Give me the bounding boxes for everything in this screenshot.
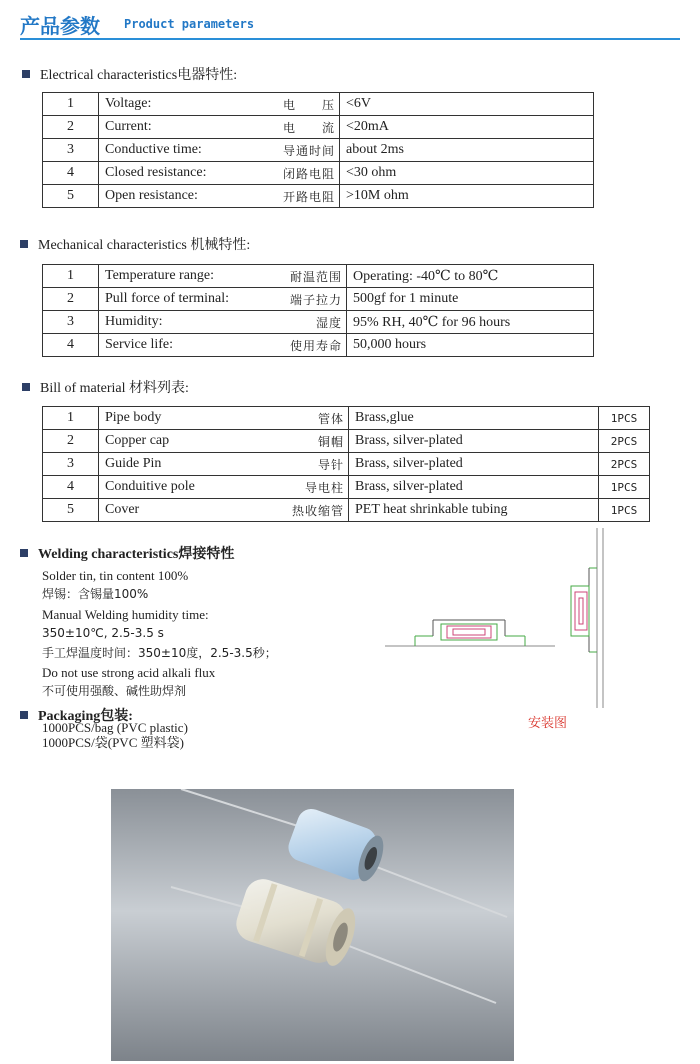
row-value: >10M ohm xyxy=(340,185,594,208)
packaging-line: 1000PCS/bag (PVC plastic) xyxy=(42,720,188,735)
mechanical-table xyxy=(42,264,594,357)
square-bullet-icon xyxy=(22,70,30,78)
bom-table-body xyxy=(43,407,650,522)
row-value: 95% RH, 40℃ for 96 hours xyxy=(347,311,594,334)
row-number: 3 xyxy=(43,139,99,162)
row-number: 1 xyxy=(43,407,99,430)
row-label: Voltage: xyxy=(99,93,245,116)
welding-line: 手工焊温度时间：350±10度，2.5-3.5秒； xyxy=(42,645,277,660)
welding-line: Solder tin, tin content 100% xyxy=(42,568,189,583)
row-value: Brass,glue xyxy=(349,407,599,430)
table-row xyxy=(43,93,594,116)
header-divider xyxy=(20,38,680,40)
row-label-cn: 导电柱 xyxy=(255,476,349,499)
table-row xyxy=(43,116,594,139)
table-row xyxy=(43,476,650,499)
electrical-section-title xyxy=(22,64,237,84)
row-quantity: 2PCS xyxy=(599,430,650,453)
table-row xyxy=(43,453,650,476)
row-label: Pull force of terminal: xyxy=(99,288,269,311)
row-label-cn: 电 压 xyxy=(245,93,340,116)
row-value: about 2ms xyxy=(340,139,594,162)
mechanical-section-title xyxy=(20,234,250,254)
table-row xyxy=(43,430,650,453)
packaging-line: 1000PCS/袋(PVC 塑料袋) xyxy=(42,735,184,750)
row-number: 4 xyxy=(43,334,99,357)
square-bullet-icon xyxy=(20,549,28,557)
row-quantity: 2PCS xyxy=(599,453,650,476)
row-quantity: 1PCS xyxy=(599,476,650,499)
row-label-cn: 闭路电阻 xyxy=(245,162,340,185)
row-label-cn: 导通时间 xyxy=(245,139,340,162)
welding-line: 不可使用强酸、碱性助焊剂 xyxy=(42,684,187,699)
table-row xyxy=(43,288,594,311)
row-label-cn: 端子拉力 xyxy=(269,288,347,311)
row-label-cn: 铜帽 xyxy=(255,430,349,453)
row-number: 2 xyxy=(43,116,99,139)
row-value: <6V xyxy=(340,93,594,116)
table-row xyxy=(43,162,594,185)
row-number: 3 xyxy=(43,311,99,334)
row-label: Conduitive pole xyxy=(99,476,255,499)
row-label: Open resistance: xyxy=(99,185,245,208)
row-label-cn: 管体 xyxy=(255,407,349,430)
electrical-table xyxy=(42,92,594,208)
row-label-cn: 耐温范围 xyxy=(269,265,347,288)
row-label-cn: 导针 xyxy=(255,453,349,476)
row-label-cn: 热收缩管 xyxy=(255,499,349,522)
welding-section-title xyxy=(20,543,234,563)
installation-diagram-caption: 安装图 xyxy=(528,716,568,731)
row-label: Cover xyxy=(99,499,255,522)
row-value: Brass, silver-plated xyxy=(349,453,599,476)
table-row xyxy=(43,499,650,522)
table-row xyxy=(43,139,594,162)
bom-title-text: Bill of material 材料列表: xyxy=(40,381,189,396)
packaging-text-block xyxy=(42,720,188,750)
row-number: 2 xyxy=(43,288,99,311)
row-value: PET heat shrinkable tubing xyxy=(349,499,599,522)
row-number: 3 xyxy=(43,453,99,476)
row-label-cn: 电 流 xyxy=(245,116,340,139)
horizontal-install-drawing xyxy=(385,620,555,646)
row-label: Temperature range: xyxy=(99,265,269,288)
row-number: 2 xyxy=(43,430,99,453)
row-quantity: 1PCS xyxy=(599,407,650,430)
mechanical-title-text: Mechanical characteristics 机械特性: xyxy=(38,238,251,253)
mechanical-table-body xyxy=(43,265,594,357)
row-number: 1 xyxy=(43,93,99,116)
row-value: <30 ohm xyxy=(340,162,594,185)
welding-line: 焊锡：含锡量100% xyxy=(42,587,149,602)
row-value: Brass, silver-plated xyxy=(349,476,599,499)
row-label: Guide Pin xyxy=(99,453,255,476)
packaging-title-text: Packaging包装: xyxy=(38,709,133,724)
vertical-install-drawing xyxy=(571,528,603,708)
bom-table xyxy=(42,406,650,522)
row-label-cn: 使用寿命 xyxy=(269,334,347,357)
row-label: Current: xyxy=(99,116,245,139)
table-row xyxy=(43,265,594,288)
page-header xyxy=(20,8,680,38)
square-bullet-icon xyxy=(20,711,28,719)
row-label-cn: 开路电阻 xyxy=(245,185,340,208)
row-number: 5 xyxy=(43,185,99,208)
row-label: Service life: xyxy=(99,334,269,357)
table-row xyxy=(43,334,594,357)
row-value: Brass, silver-plated xyxy=(349,430,599,453)
welding-line: 350±10℃, 2.5-3.5 s xyxy=(42,626,164,641)
electrical-table-body xyxy=(43,93,594,208)
table-row xyxy=(43,185,594,208)
header-title-cn: 产品参数 xyxy=(20,14,100,38)
row-number: 5 xyxy=(43,499,99,522)
welding-text-block xyxy=(42,566,277,702)
welding-title-text: Welding characteristics焊接特性 xyxy=(38,547,235,562)
row-value: <20mA xyxy=(340,116,594,139)
row-label: Closed resistance: xyxy=(99,162,245,185)
table-row xyxy=(43,407,650,430)
square-bullet-icon xyxy=(22,383,30,391)
row-label: Conductive time: xyxy=(99,139,245,162)
header-title-en: Product parameters xyxy=(124,17,255,31)
welding-line: Manual Welding humidity time: xyxy=(42,606,209,622)
row-label-cn: 湿度 xyxy=(269,311,347,334)
square-bullet-icon xyxy=(20,240,28,248)
row-value: 500gf for 1 minute xyxy=(347,288,594,311)
row-label: Pipe body xyxy=(99,407,255,430)
row-label: Copper cap xyxy=(99,430,255,453)
bom-section-title xyxy=(22,377,189,397)
product-photo xyxy=(111,789,514,1061)
row-number: 1 xyxy=(43,265,99,288)
row-number: 4 xyxy=(43,162,99,185)
welding-line: Do not use strong acid alkali flux xyxy=(42,665,216,681)
installation-diagram xyxy=(385,528,615,708)
row-number: 4 xyxy=(43,476,99,499)
row-value: Operating: -40℃ to 80℃ xyxy=(347,265,594,288)
table-row xyxy=(43,311,594,334)
electrical-title-text: Electrical characteristics电器特性: xyxy=(40,68,238,83)
row-value: 50,000 hours xyxy=(347,334,594,357)
row-label: Humidity: xyxy=(99,311,269,334)
row-quantity: 1PCS xyxy=(599,499,650,522)
